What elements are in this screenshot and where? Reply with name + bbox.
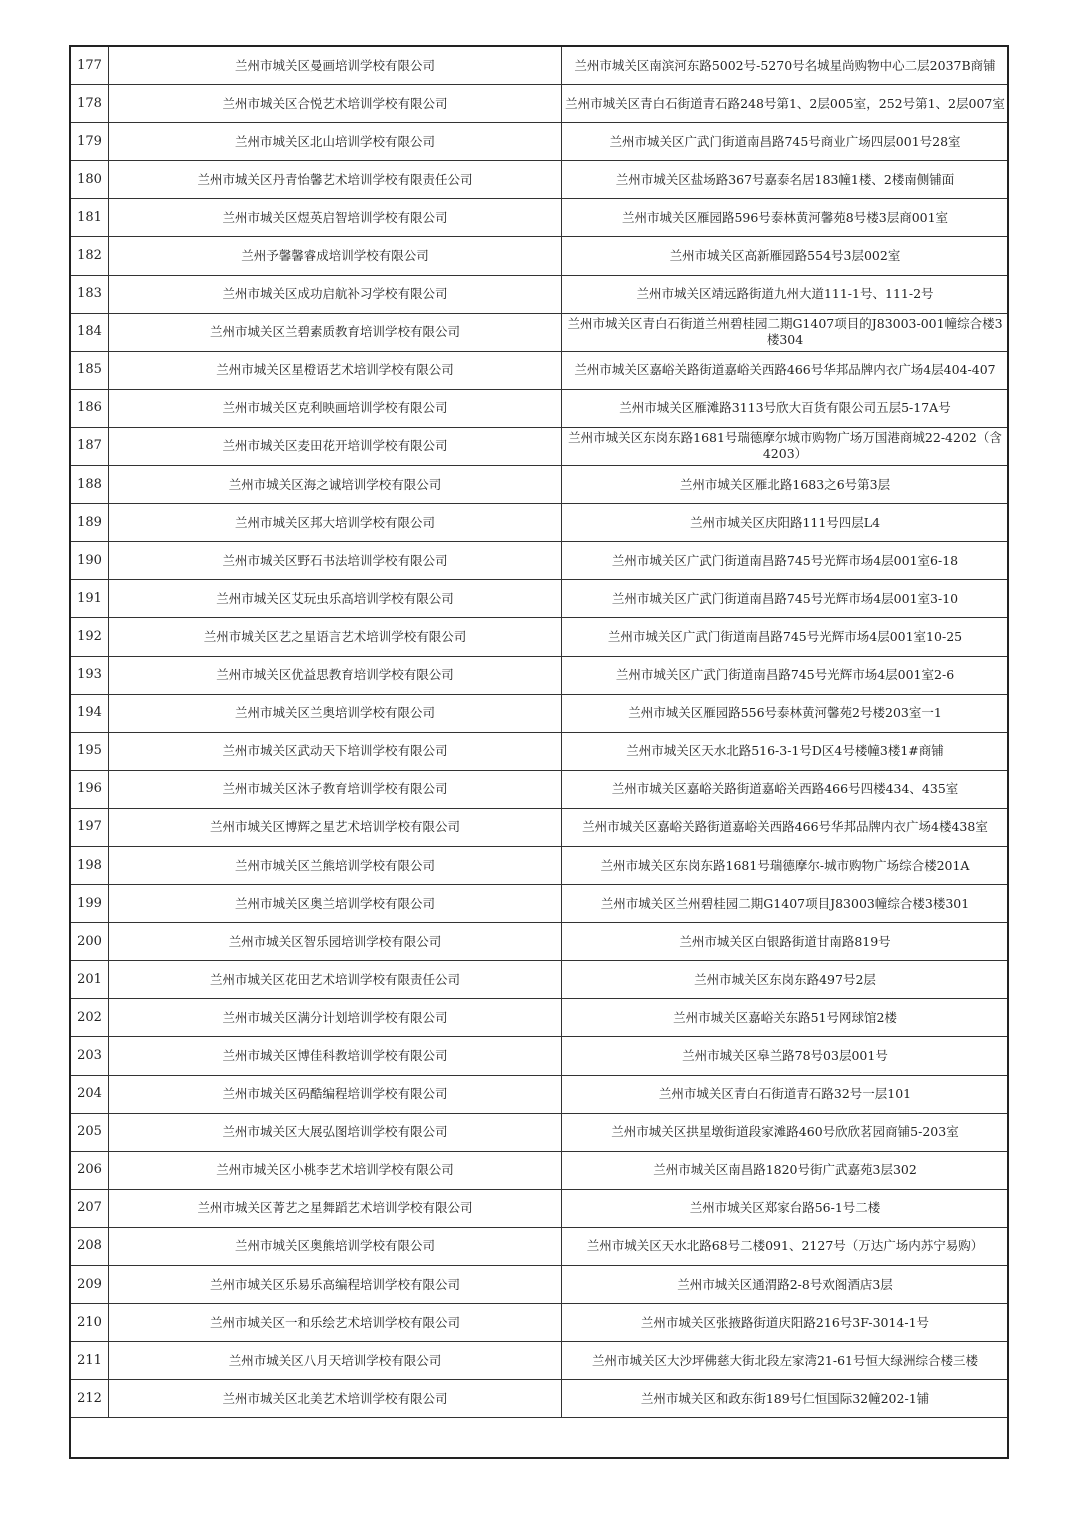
row-number-cell: 207: [71, 1189, 109, 1227]
row-number-cell: 186: [71, 389, 109, 427]
table-row: [71, 427, 1009, 465]
table-row: [71, 808, 1009, 846]
row-number-cell: 180: [71, 161, 109, 199]
table-row: [71, 961, 1009, 999]
school-name-cell: 兰州市城关区曼画培训学校有限公司: [109, 47, 562, 85]
school-name-cell: 兰州市城关区大展弘图培训学校有限公司: [109, 1113, 562, 1151]
school-address-cell: 兰州市城关区靖远路街道九州大道111-1号、111-2号: [562, 275, 1009, 313]
school-list-table: [70, 46, 1009, 1418]
table-row: [71, 1189, 1009, 1227]
row-number-cell: 206: [71, 1151, 109, 1189]
row-number-cell: 187: [71, 427, 109, 465]
school-name-cell: 兰州市城关区博辉之星艺术培训学校有限公司: [109, 808, 562, 846]
row-number-cell: 201: [71, 961, 109, 999]
school-name-cell: 兰州市城关区兰熊培训学校有限公司: [109, 846, 562, 884]
school-address-cell: 兰州市城关区广武门街道南昌路745号商业广场四层001号28室: [562, 123, 1009, 161]
school-address-cell: 兰州市城关区嘉峪关路街道嘉峪关西路466号华邦品牌内衣广场4层404-407: [562, 351, 1009, 389]
row-number-cell: 178: [71, 85, 109, 123]
row-number-cell: 209: [71, 1266, 109, 1304]
school-name-cell: 兰州市城关区八月天培训学校有限公司: [109, 1342, 562, 1380]
table-row: [71, 542, 1009, 580]
table-row: [71, 313, 1009, 351]
school-address-cell: 兰州市城关区庆阳路111号四层L4: [562, 504, 1009, 542]
table-row: [71, 1304, 1009, 1342]
table-body: [71, 47, 1009, 1418]
school-address-cell: 兰州市城关区通渭路2-8号欢阁酒店3层: [562, 1266, 1009, 1304]
school-name-cell: 兰州市城关区奥熊培训学校有限公司: [109, 1227, 562, 1265]
school-address-cell: 兰州市城关区兰州碧桂园二期G1407项目J83003幢综合楼3楼301: [562, 885, 1009, 923]
school-address-cell: 兰州市城关区高新雁园路554号3层002室: [562, 237, 1009, 275]
table-row: [71, 885, 1009, 923]
row-number-cell: 193: [71, 656, 109, 694]
school-name-cell: 兰州市城关区煜英启智培训学校有限公司: [109, 199, 562, 237]
school-name-cell: 兰州市城关区兰奥培训学校有限公司: [109, 694, 562, 732]
row-number-cell: 203: [71, 1037, 109, 1075]
table-row: [71, 466, 1009, 504]
row-number-cell: 184: [71, 313, 109, 351]
row-number-cell: 208: [71, 1227, 109, 1265]
table-row: [71, 1113, 1009, 1151]
school-address-cell: 兰州市城关区南昌路1820号街广武嘉苑3层302: [562, 1151, 1009, 1189]
row-number-cell: 179: [71, 123, 109, 161]
school-name-cell: 兰州市城关区麦田花开培训学校有限公司: [109, 427, 562, 465]
row-number-cell: 202: [71, 999, 109, 1037]
row-number-cell: 212: [71, 1380, 109, 1418]
school-address-cell: 兰州市城关区青白石街道兰州碧桂园二期G1407项目的J83003-001幢综合楼3楼304: [562, 313, 1009, 351]
table-row: [71, 846, 1009, 884]
school-address-cell: 兰州市城关区雁滩路3113号欣大百货有限公司五层5-17A号: [562, 389, 1009, 427]
row-number-cell: 194: [71, 694, 109, 732]
school-name-cell: 兰州市城关区克利映画培训学校有限公司: [109, 389, 562, 427]
school-address-cell: 兰州市城关区大沙坪佛慈大街北段左家湾21-61号恒大绿洲综合楼三楼: [562, 1342, 1009, 1380]
school-name-cell: 兰州市城关区成功启航补习学校有限公司: [109, 275, 562, 313]
school-name-cell: 兰州市城关区北美艺术培训学校有限公司: [109, 1380, 562, 1418]
school-name-cell: 兰州市城关区野石书法培训学校有限公司: [109, 542, 562, 580]
school-name-cell: 兰州市城关区武动天下培训学校有限公司: [109, 732, 562, 770]
row-number-cell: 182: [71, 237, 109, 275]
school-name-cell: 兰州市城关区码酷编程培训学校有限公司: [109, 1075, 562, 1113]
school-address-cell: 兰州市城关区和政东街189号仁恒国际32幢202-1铺: [562, 1380, 1009, 1418]
table-row: [71, 732, 1009, 770]
school-name-cell: 兰州市城关区星橙语艺术培训学校有限公司: [109, 351, 562, 389]
school-address-cell: 兰州市城关区广武门街道南昌路745号光辉市场4层001室2-6: [562, 656, 1009, 694]
school-address-cell: 兰州市城关区雁园路596号泰林黄河馨苑8号楼3层商001室: [562, 199, 1009, 237]
table-row: [71, 275, 1009, 313]
school-address-cell: 兰州市城关区天水北路68号二楼091、2127号（万达广场内苏宁易购）: [562, 1227, 1009, 1265]
school-address-cell: 兰州市城关区盐场路367号嘉泰名居183幢1楼、2楼南侧铺面: [562, 161, 1009, 199]
school-name-cell: 兰州市城关区乐易乐高编程培训学校有限公司: [109, 1266, 562, 1304]
table-row: [71, 1037, 1009, 1075]
school-name-cell: 兰州市城关区菁艺之星舞蹈艺术培训学校有限公司: [109, 1189, 562, 1227]
school-address-cell: 兰州市城关区皋兰路78号03层001号: [562, 1037, 1009, 1075]
school-address-cell: 兰州市城关区雁园路556号泰林黄河馨苑2号楼203室一1: [562, 694, 1009, 732]
school-address-cell: 兰州市城关区广武门街道南昌路745号光辉市场4层001室6-18: [562, 542, 1009, 580]
row-number-cell: 210: [71, 1304, 109, 1342]
row-number-cell: 177: [71, 47, 109, 85]
table-row: [71, 123, 1009, 161]
school-name-cell: 兰州市城关区优益思教育培训学校有限公司: [109, 656, 562, 694]
table-row: [71, 237, 1009, 275]
row-number-cell: 185: [71, 351, 109, 389]
school-name-cell: 兰州市城关区奥兰培训学校有限公司: [109, 885, 562, 923]
row-number-cell: 211: [71, 1342, 109, 1380]
school-name-cell: 兰州市城关区花田艺术培训学校有限责任公司: [109, 961, 562, 999]
row-number-cell: 190: [71, 542, 109, 580]
row-number-cell: 199: [71, 885, 109, 923]
school-address-cell: 兰州市城关区郑家台路56-1号二楼: [562, 1189, 1009, 1227]
table-row: [71, 47, 1009, 85]
table-row: [71, 656, 1009, 694]
school-name-cell: 兰州市城关区丹青怡馨艺术培训学校有限责任公司: [109, 161, 562, 199]
row-number-cell: 197: [71, 808, 109, 846]
table-row: [71, 580, 1009, 618]
row-number-cell: 204: [71, 1075, 109, 1113]
table-row: [71, 199, 1009, 237]
school-name-cell: 兰州市城关区邦大培训学校有限公司: [109, 504, 562, 542]
row-number-cell: 191: [71, 580, 109, 618]
table-row: [71, 1227, 1009, 1265]
school-address-cell: 兰州市城关区拱星墩街道段家滩路460号欣欣茗园商铺5-203室: [562, 1113, 1009, 1151]
table-row: [71, 1342, 1009, 1380]
school-address-cell: 兰州市城关区嘉峪关东路51号网球馆2楼: [562, 999, 1009, 1037]
table-row: [71, 504, 1009, 542]
table-row: [71, 161, 1009, 199]
row-number-cell: 183: [71, 275, 109, 313]
table-row: [71, 770, 1009, 808]
table-row: [71, 999, 1009, 1037]
school-name-cell: 兰州市城关区海之诚培训学校有限公司: [109, 466, 562, 504]
school-name-cell: 兰州市城关区一和乐绘艺术培训学校有限公司: [109, 1304, 562, 1342]
school-address-cell: 兰州市城关区白银路街道甘南路819号: [562, 923, 1009, 961]
row-number-cell: 205: [71, 1113, 109, 1151]
table-row: [71, 694, 1009, 732]
table-row: [71, 1266, 1009, 1304]
school-address-cell: 兰州市城关区青白石街道青石路248号第1、2层005室，252号第1、2层007室: [562, 85, 1009, 123]
school-address-cell: 兰州市城关区天水北路516-3-1号D区4号楼幢3楼1#商铺: [562, 732, 1009, 770]
table-row: [71, 389, 1009, 427]
table-row: [71, 1075, 1009, 1113]
school-address-cell: 兰州市城关区张掖路街道庆阳路216号3F-3014-1号: [562, 1304, 1009, 1342]
row-number-cell: 195: [71, 732, 109, 770]
table-row: [71, 618, 1009, 656]
school-name-cell: 兰州市城关区智乐园培训学校有限公司: [109, 923, 562, 961]
school-name-cell: 兰州市城关区小桃李艺术培训学校有限公司: [109, 1151, 562, 1189]
row-number-cell: 200: [71, 923, 109, 961]
school-address-cell: 兰州市城关区雁北路1683之6号第3层: [562, 466, 1009, 504]
table-row: [71, 923, 1009, 961]
school-name-cell: 兰州予馨馨睿成培训学校有限公司: [109, 237, 562, 275]
row-number-cell: 198: [71, 846, 109, 884]
table-row: [71, 1380, 1009, 1418]
row-number-cell: 196: [71, 770, 109, 808]
school-address-cell: 兰州市城关区东岗东路1681号瑞德摩尔-城市购物广场综合楼201A: [562, 846, 1009, 884]
row-number-cell: 188: [71, 466, 109, 504]
table-row: [71, 85, 1009, 123]
school-address-cell: 兰州市城关区广武门街道南昌路745号光辉市场4层001室3-10: [562, 580, 1009, 618]
table-row: [71, 351, 1009, 389]
school-address-cell: 兰州市城关区广武门街道南昌路745号光辉市场4层001室10-25: [562, 618, 1009, 656]
row-number-cell: 189: [71, 504, 109, 542]
school-name-cell: 兰州市城关区艾玩虫乐高培训学校有限公司: [109, 580, 562, 618]
school-address-cell: 兰州市城关区南滨河东路5002号-5270号名城星尚购物中心二层2037B商铺: [562, 47, 1009, 85]
school-name-cell: 兰州市城关区艺之星语言艺术培训学校有限公司: [109, 618, 562, 656]
school-address-cell: 兰州市城关区青白石街道青石路32号一层101: [562, 1075, 1009, 1113]
school-name-cell: 兰州市城关区满分计划培训学校有限公司: [109, 999, 562, 1037]
school-address-cell: 兰州市城关区嘉峪关路街道嘉峪关西路466号四楼434、435室: [562, 770, 1009, 808]
school-name-cell: 兰州市城关区兰碧素质教育培训学校有限公司: [109, 313, 562, 351]
school-name-cell: 兰州市城关区北山培训学校有限公司: [109, 123, 562, 161]
school-address-cell: 兰州市城关区东岗东路1681号瑞德摩尔城市购物广场万国港商城22-4202（含4203）: [562, 427, 1009, 465]
row-number-cell: 192: [71, 618, 109, 656]
school-name-cell: 兰州市城关区博佳科教培训学校有限公司: [109, 1037, 562, 1075]
school-address-cell: 兰州市城关区嘉峪关路街道嘉峪关西路466号华邦品牌内衣广场4楼438室: [562, 808, 1009, 846]
table-row: [71, 1151, 1009, 1189]
row-number-cell: 181: [71, 199, 109, 237]
school-name-cell: 兰州市城关区沐子教育培训学校有限公司: [109, 770, 562, 808]
school-address-cell: 兰州市城关区东岗东路497号2层: [562, 961, 1009, 999]
school-name-cell: 兰州市城关区合悦艺术培训学校有限公司: [109, 85, 562, 123]
